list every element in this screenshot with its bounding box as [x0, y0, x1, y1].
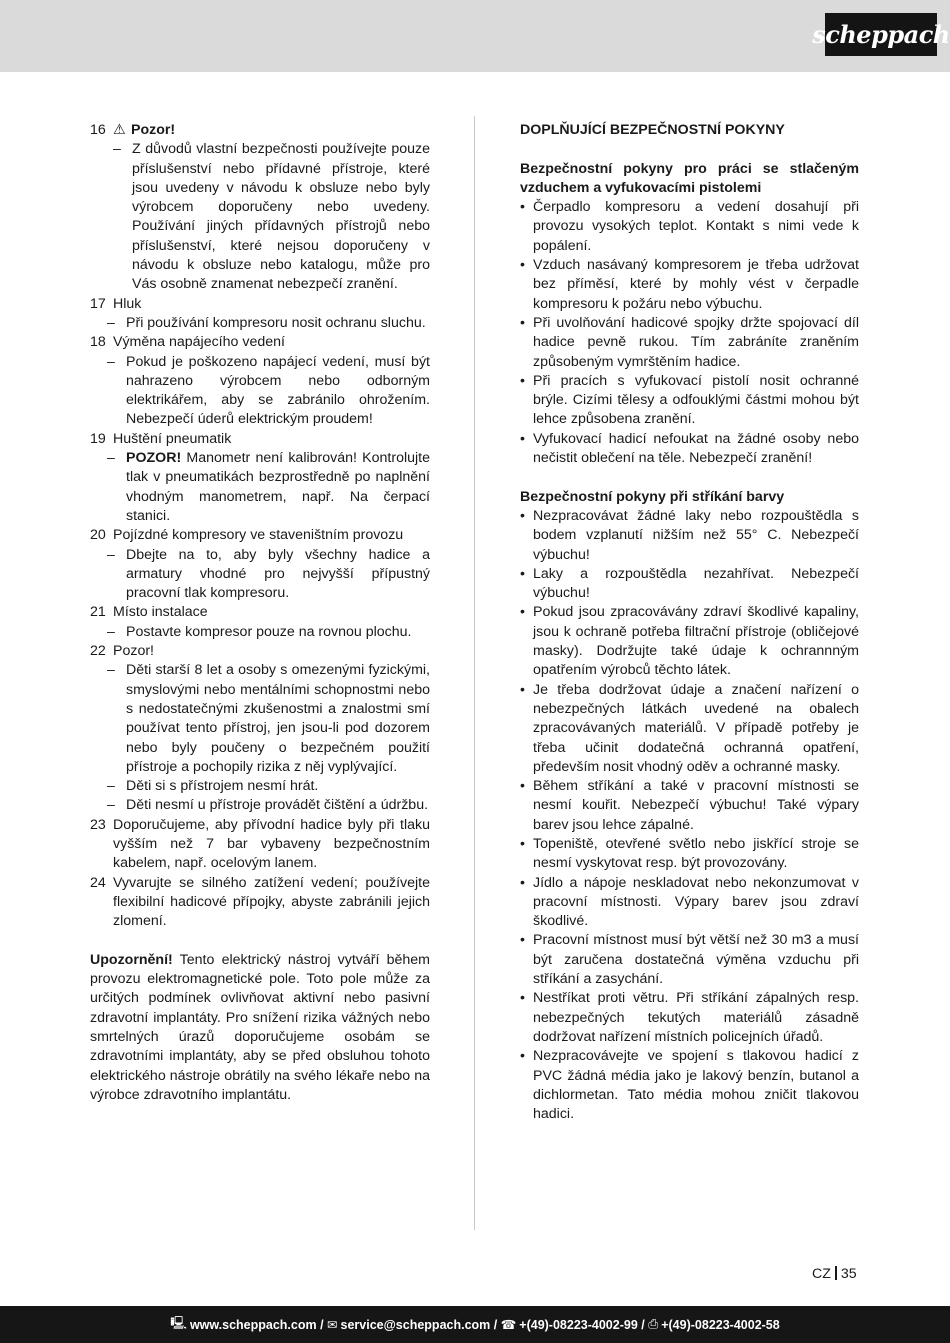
sub-item: – POZOR! Manometr není kalibrován! Kontrolujte tlak v pneumatikách bezprostředně po naplnění vhodným manometrem, např. Na čerpací stanici.: [107, 450, 430, 524]
bullet-item: • Čerpadlo kompresoru a vedení dosahují při provozu vysokých teplot. Kontakt s nimi vede k popálení.: [520, 199, 859, 254]
sub-text: Při používání kompresoru nosit ochranu sluchu.: [126, 314, 426, 331]
item-title: Vyvarujte se silného zatížení vedení; používejte flexibilní hadicové přípojky, abyste zabránili jejich zlomení.: [113, 874, 430, 930]
left-column: [90, 121, 430, 1105]
notice-lead: Upozornění!: [90, 951, 173, 968]
page-separator: [835, 1266, 837, 1280]
sub-item: – Postavte kompresor pouze na rovnou plochu.: [90, 623, 430, 642]
sub-item: – Děti nesmí u přístroje provádět čištění a údržbu.: [90, 796, 430, 815]
warning-icon: ⚠: [113, 122, 126, 138]
list-item: [90, 874, 430, 932]
page-number: [812, 1266, 857, 1282]
sub-text: Pokud je poškozeno napájecí vedení, musí být nahrazeno výrobcem nebo odborným elektrikářem, aby se zabránilo ohrožením. Nebezpečí úderů elektrickým proudem!: [126, 353, 430, 428]
fax-icon: ⎙: [648, 1317, 659, 1331]
item-number: 24: [90, 874, 106, 891]
bullet-item: • Pokud jsou zpracovávány zdraví škodlivé kapaliny, jsou k ochraně potřeba filtrační přístroje (obličejové masky). Dodržujte také údaje k ochrannným opatřením výrobců těchto látek.: [520, 604, 859, 679]
sub-text: Z důvodů vlastní bezpečnosti používejte pouze příslušenství nebo přídavné přístroje, které jsou uvedeny v návodu k obsluze nebo byly výrobcem doporučeny nebo uvedeny. Používání jiných přídavných přístrojů nebo příslušenství, které nejsou doporučeny v návodu k obsluze nebo katalogu, může pro Vás osobně znamenat nebezpečí zranění.: [132, 141, 430, 293]
phone-icon: ☎: [500, 1318, 517, 1332]
list-item: [90, 526, 430, 545]
section-heading: Bezpečnostní pokyny při stříkání barvy: [520, 488, 785, 505]
item-number: 23: [90, 816, 106, 833]
sub-text: Dbejte na to, aby byly všechny hadice a armatury vhodné pro nejvyšší přípustný pracovní tlak kompresoru.: [126, 546, 430, 602]
item-title: Doporučujeme, aby přívodní hadice byly při tlaku vyšším než 7 bar vybaveny bezpečnostním kabelem, např. ocelovým lanem.: [113, 816, 430, 872]
item-number: 21: [90, 604, 106, 621]
sub-item: – Děti si s přístrojem nesmí hrát.: [90, 777, 430, 796]
footer-bar: 🖳 www.scheppach.com / ✉ service@scheppach.com / ☎ +(49)-08223-4002-99 / ⎙ +(49)-08223-4002-58: [0, 1306, 950, 1343]
list-item: [90, 642, 430, 661]
bullet-item: • Vzduch nasávaný kompresorem je třeba udržovat bez příměsí, které by mohly vést v čerpadle kompresoru k požáru nebo výbuchu.: [520, 257, 859, 312]
bullet-item: • Při pracích s vyfukovací pistolí nosit ochranné brýle. Cizími tělesy a odfouklými částmi mohou být lehce způsobena zranění.: [520, 372, 859, 428]
sub-lead: POZOR!: [126, 450, 182, 467]
sub-text: Manometr není kalibrován! Kontrolujte tlak v pneumatikách bezprostředně po naplnění vhodným manometrem, např. Na čerpací stanici.: [126, 450, 430, 524]
sub-text: Děti nesmí u přístroje provádět čištění a údržbu.: [126, 797, 429, 814]
item-number: 16: [90, 122, 106, 138]
page-number-value: 35: [840, 1266, 857, 1282]
list-item: [90, 295, 430, 314]
scheppach-logo: scheppach: [825, 13, 937, 56]
bullet-item: • Vyfukovací hadicí nefoukat na žádné osoby nebo nečistit oblečení na těle. Nebezpečí zranění!: [520, 430, 859, 467]
item-title: Místo instalace: [113, 604, 208, 621]
item-title: Pozor!: [131, 122, 176, 138]
bullet-item: • Během stříkání a také v pracovní místnosti se nesmí kouřit. Nebezpečí výbuchu! Také výpary barev jsou lehce zápalné.: [520, 778, 859, 833]
bullet-item: • Nestříkat proti větru. Při stříkání zápalných resp. nebezpečných tekutých materiálů zásadně dodržovat nařízení místních policejních úřadů.: [520, 990, 859, 1045]
item-title: Huštění pneumatik: [113, 430, 232, 447]
list-item: [90, 816, 430, 874]
item-title: Hluk: [113, 295, 142, 312]
bullet-item: • Při uvolňování hadicové spojky držte spojovací díl hadice pevně rukou. Tím zabráníte zraněním způsobeným vymrštěním hadice.: [520, 314, 859, 370]
mail-icon: ✉: [327, 1318, 338, 1332]
computer-icon: 🖳: [170, 1316, 187, 1330]
column-divider: [474, 116, 475, 1230]
sub-text: Postavte kompresor pouze na rovnou plochu.: [126, 623, 412, 640]
header-bar: [0, 0, 950, 72]
section-title: DOPLŇUJÍCÍ BEZPEČNOSTNÍ POKYNY: [520, 122, 785, 138]
item-number: 19: [90, 430, 106, 447]
bullet-item: • Jídlo a nápoje neskladovat nebo nekonzumovat v pracovní místnosti. Výpary barev jsou zdraví škodlivé.: [520, 874, 859, 930]
item-number: 22: [90, 643, 106, 660]
sub-text: Děti si s přístrojem nesmí hrát.: [126, 778, 319, 795]
list-item: [90, 603, 430, 622]
notice-text: Tento elektrický nástroj vytváří během provozu elektromagnetické pole. Toto pole může za určitých podmínek ovlivňovat aktivní nebo pasivní zdravotní implantáty. Pro snížení rizika vážných nebo smrtelných úrazů doporučujeme osobám se zdravotními implantáty, aby se před obsluhou tohoto elektrického nástroje obrátily na svého lékaře nebo na výrobce zdravotního implantátu.: [90, 951, 430, 1103]
footer-phone: +(49)-08223-4002-99: [519, 1317, 638, 1332]
bullet-item: • Nezpracovávejte ve spojení s tlakovou hadicí z PVC žádná média jako je lakový benzín, butanol a dichlormetan. Tato média mohou zničit tlakovou hadici.: [520, 1048, 859, 1123]
page-lang: CZ: [812, 1266, 831, 1282]
item-number: 20: [90, 527, 106, 544]
footer-mail-link[interactable]: service@scheppach.com: [340, 1317, 491, 1332]
section-heading: Bezpečnostní pokyny pro práci se stlačeným vzduchem a vyfukovacími pistolemi: [520, 160, 859, 196]
list-item: [90, 430, 430, 449]
footer-web-link[interactable]: www.scheppach.com: [189, 1317, 317, 1332]
sub-item: – Děti starší 8 let a osoby s omezenými fyzickými, smyslovými nebo mentálními schopnostmi nebo s nedostatečnými zkušenostmi a znalostmi smí používat tento přístroj, jen jsou-li pod dozorem nebo byly poučeny o bezpečném použití přístroje a pochopily rizika z něj vyplývající.: [90, 661, 430, 777]
notice-paragraph: [90, 951, 430, 1105]
item-title: Výměna napájecího vedení: [113, 334, 285, 351]
right-column: [520, 121, 859, 1124]
bullet-item: • Pracovní místnost musí být větší než 30 m3 a musí být zaručena dostatečná výměna vzduchu při stříkání a zasychání.: [520, 932, 859, 988]
item-title: Pozor!: [113, 643, 155, 660]
bullet-item: • Laky a rozpouštědla nezahřívat. Nebezpečí výbuchu!: [520, 565, 859, 602]
sub-item: – Při používání kompresoru nosit ochranu sluchu.: [90, 314, 430, 333]
sub-item: – Dbejte na to, aby byly všechny hadice a armatury vhodné pro nejvyšší přípustný pracovní tlak kompresoru.: [90, 546, 430, 604]
item-number: 17: [90, 295, 106, 312]
bullet-item: • Nezpracovávat žádné laky nebo rozpouštědla s bodem vzplanutí nižším než 55° C. Nebezpečí výbuchu!: [520, 507, 859, 563]
item-number: 18: [90, 334, 106, 351]
list-item: 16 ⚠ Pozor! – Z důvodů vlastní bezpečnosti používejte pouze příslušenství nebo přídavné přístroje, které jsou uvedeny v návodu k obsluze nebo byly výrobcem doporučeny nebo uvedeny. Používání jiných přídavných přístrojů nebo příslušenství, které nejsou doporučeny v návodu k obsluze nebo katalogu, může pro Vás osobně znamenat nebezpečí zranění.: [90, 121, 430, 295]
sub-text: Děti starší 8 let a osoby s omezenými fyzickými, smyslovými nebo mentálními schopnostmi nebo s nedostatečnými zkušenostmi a znalostmi smí používat tento přístroj, jen jsou-li pod dozorem nebo byly poučeny o bezpečném použití přístroje a pochopily rizika z něj vyplývající.: [126, 662, 430, 775]
item-title: Pojízdné kompresory ve staveništním provozu: [113, 527, 404, 544]
list-item: [90, 333, 430, 352]
bullet-item: • Topeniště, otevřené světlo nebo jiskřící stroje se nesmí vyskytovat resp. být provozovány.: [520, 835, 859, 872]
sub-item: – Pokud je poškozeno napájecí vedení, musí být nahrazeno výrobcem nebo odborným elektrikářem, aby se zabránilo ohrožením. Nebezpečí úderů elektrickým proudem!: [90, 353, 430, 430]
footer-fax: +(49)-08223-4002-58: [661, 1317, 780, 1332]
bullet-item: • Je třeba dodržovat údaje a značení nařízení o nebezpečných látkách uvedené na obalech zpracovávaných materiálů. V případě potřeby je třeba učinit dodatečná ochranná opatření, především nosit vhodný oděv a ochranné masky.: [520, 681, 859, 775]
